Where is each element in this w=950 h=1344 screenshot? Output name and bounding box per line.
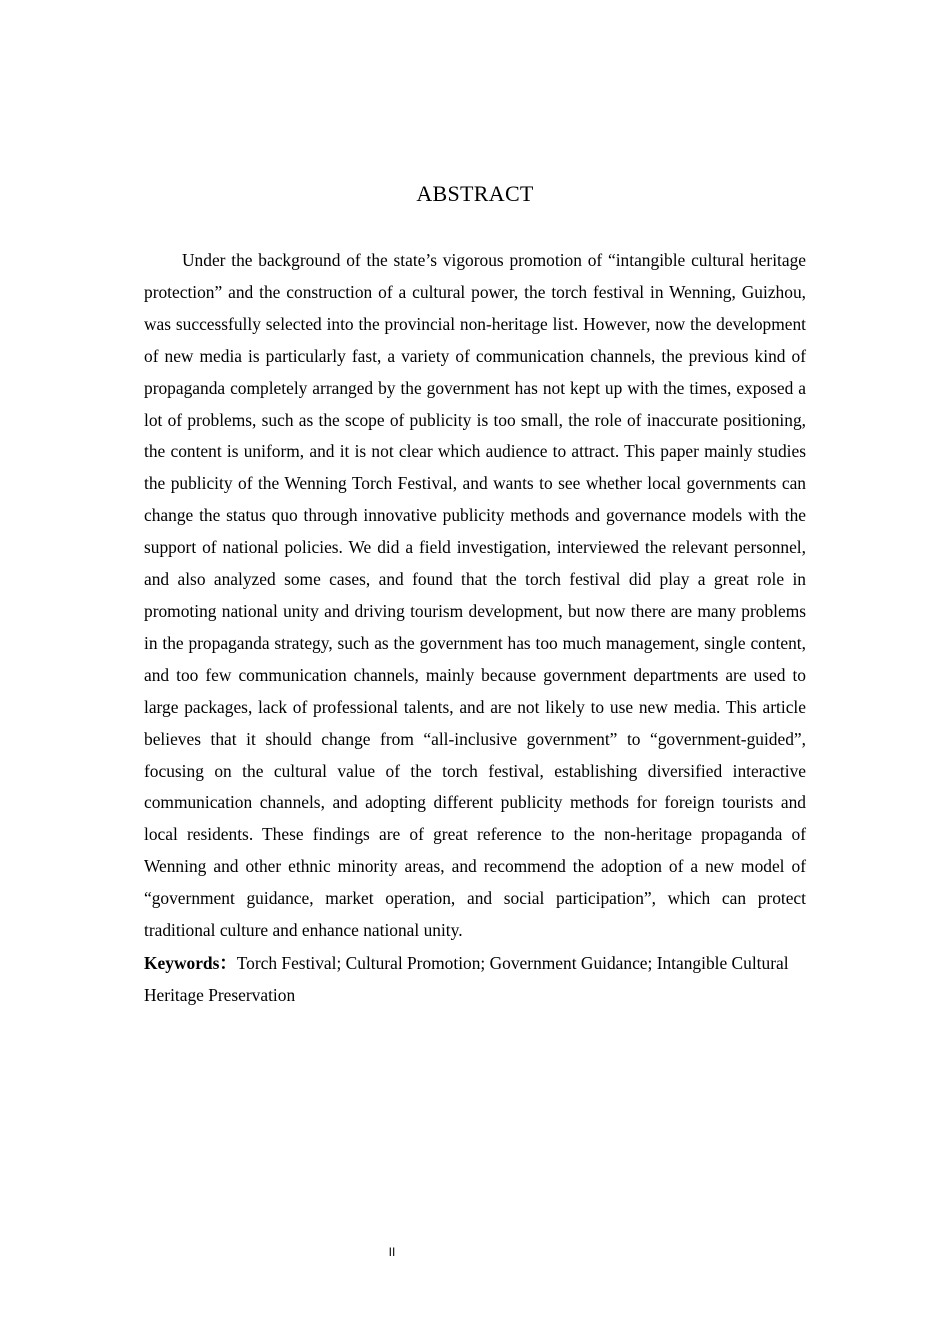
keywords-line — [144, 948, 806, 1012]
abstract-title: ABSTRACT — [416, 181, 534, 206]
abstract-body — [144, 245, 806, 1012]
keywords-label: Keywords： — [144, 952, 237, 973]
page-number: II — [388, 1245, 396, 1259]
abstract-paragraph: Under the background of the state’s vigorous promotion of “intangible cultural heritage protection” and the construction of a cultural power, the torch festival in Wenning, Guizhou, was successfully selected into the provincial non-heritage list. However, now the development of new media is particularly fast, a variety of communication channels, the previous kind of propaganda completely arranged by the government has not kept up with the times, exposed a lot of problems, such as the scope of publicity is too small, the role of inaccurate positioning, the content is uniform, and it is not clear which audience to attract. This paper mainly studies the publicity of the Wenning Torch Festival, and wants to see whether local governments can change the status quo through innovative publicity methods and governance models with the support of national policies. We did a field investigation, interviewed the relevant personnel, and also analyzed some cases, and found that the torch festival did play a great role in promoting national unity and driving tourism development, but now there are many problems in the propaganda strategy, such as the government has too much management, single content, and too few communication channels, mainly because government departments are used to large packages, lack of professional talents, and are not likely to use new media. This article believes that it should change from “all-inclusive government” to “government-guided”, focusing on the cultural value of the torch festival, establishing diversified interactive communication channels, and adopting different publicity methods for foreign tourists and local residents. These findings are of great reference to the non-heritage propaganda of Wenning and other ethnic minority areas, and recommend the adoption of a new model of “government guidance, market operation, and social participation”, which can protect traditional culture and enhance national unity. — [144, 250, 806, 941]
keywords-value: Torch Festival; Cultural Promotion; Government Guidance; Intangible Cultural Heritage Preservation — [144, 952, 789, 1005]
